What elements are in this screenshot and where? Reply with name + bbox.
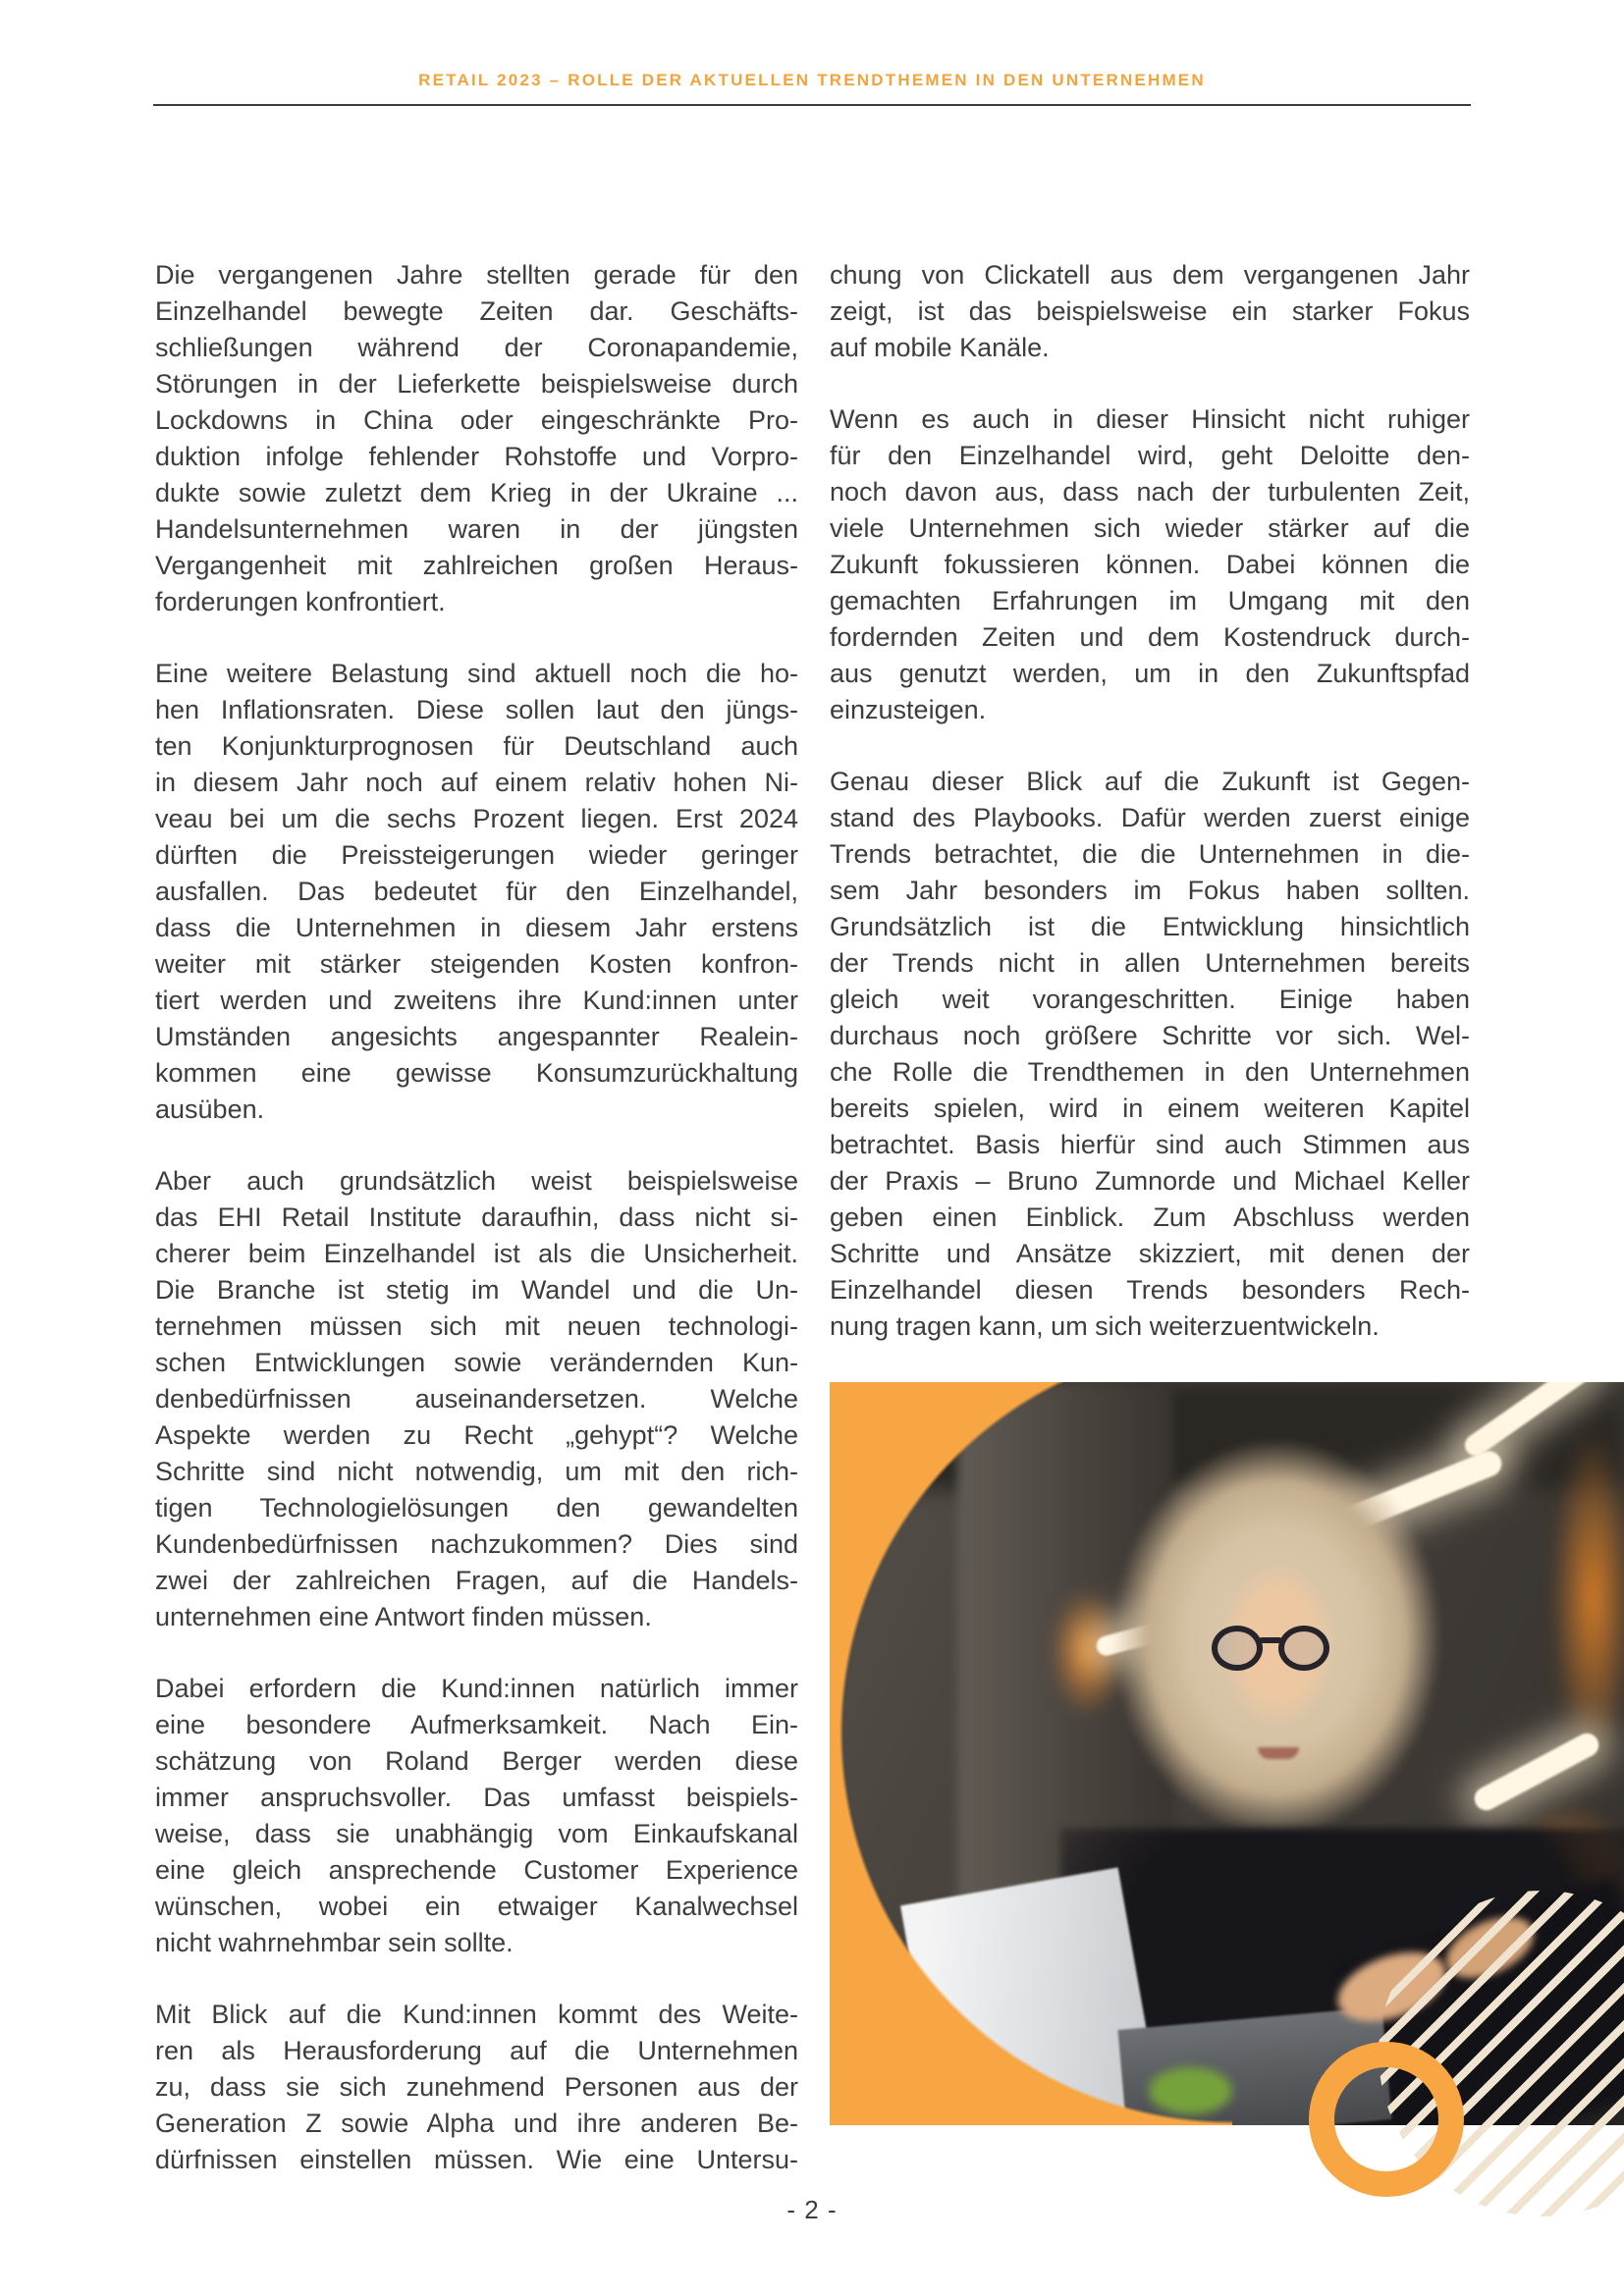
text-line: Zukunft fokussieren können. Dabei können die — [830, 550, 1470, 579]
header-divider — [153, 104, 1471, 106]
text-line: dukte sowie zuletzt dem Krieg in der Ukraine ... — [155, 478, 798, 507]
text-line: durchaus noch größere Schritte vor sich. Wel- — [830, 1021, 1470, 1050]
text-line: Umständen angesichts angespannter Realein- — [155, 1022, 798, 1051]
text-line: schen Entwicklungen sowie verändernden Kun- — [155, 1348, 798, 1377]
text-line: ternehmen müssen sich mit neuen technologi- — [155, 1311, 798, 1341]
text-line: Kundenbedürfnissen nachzukommen? Dies sind — [155, 1529, 798, 1559]
paragraph — [830, 401, 1470, 728]
text-line: Trends betrachtet, die die Unternehmen in die- — [830, 839, 1470, 869]
text-line: Die Branche ist stetig im Wandel und die Un- — [155, 1275, 798, 1305]
text-line: weise, dass sie unabhängig vom Einkaufskanal — [155, 1819, 798, 1848]
text-line: immer anspruchsvoller. Das umfasst beispiels- — [155, 1783, 798, 1812]
text-line: veau bei um die sechs Prozent liegen. Erst 2024 — [155, 804, 798, 833]
text-line: Grundsätzlich ist die Entwicklung hinsichtlich — [830, 912, 1470, 941]
text-line: Genau dieser Blick auf die Zukunft ist Gegen- — [830, 767, 1470, 796]
text-line: ten Konjunkturprognosen für Deutschland auch — [155, 731, 798, 761]
photo-orange-wall — [1551, 1431, 1624, 1765]
text-line: ren als Herausforderung auf die Unternehmen — [155, 2036, 798, 2065]
text-line: nung tragen kann, um sich weiterzuentwickeln. — [830, 1311, 1380, 1341]
text-line: hen Inflationsraten. Diese sollen laut den jüngs- — [155, 695, 798, 724]
text-line: denbedürfnissen auseinandersetzen. Welche — [155, 1384, 798, 1414]
text-line: schließungen während der Coronapandemie, — [155, 333, 798, 362]
text-line: Vergangenheit mit zahlreichen großen Heraus- — [155, 551, 798, 580]
text-line: Schritte sind nicht notwendig, um mit den rich- — [155, 1457, 798, 1486]
text-line: stand des Playbooks. Dafür werden zuerst einige — [830, 803, 1470, 832]
text-line: Dabei erfordern die Kund:innen natürlich immer — [155, 1674, 798, 1703]
text-line: wünschen, wobei ein etwaiger Kanalwechsel — [155, 1892, 798, 1921]
text-line: ausfallen. Das bedeutet für den Einzelhandel, — [155, 877, 798, 906]
text-line: das EHI Retail Institute daraufhin, dass nicht si- — [155, 1202, 798, 1232]
photo-ceiling-light — [1471, 1730, 1603, 1815]
text-line: eine gleich ansprechende Customer Experience — [155, 1855, 798, 1885]
text-line: einzusteigen. — [830, 695, 987, 724]
text-line: eine besondere Aufmerksamkeit. Nach Ein- — [155, 1710, 798, 1739]
text-line: nicht wahrnehmbar sein sollte. — [155, 1928, 514, 1957]
text-line: Lockdowns in China oder eingeschränkte Pro- — [155, 405, 798, 435]
text-line: Eine weitere Belastung sind aktuell noch die ho- — [155, 659, 798, 688]
ring-decoration — [1309, 2042, 1464, 2197]
text-line: Aspekte werden zu Recht „gehypt“? Welche — [155, 1420, 798, 1450]
text-line: Wenn es auch in dieser Hinsicht nicht ruhiger — [830, 404, 1470, 434]
text-line: fordernden Zeiten und dem Kostendruck durch- — [830, 622, 1470, 652]
glasses-bridge — [1259, 1637, 1282, 1643]
text-line: geben einen Einblick. Zum Abschluss werden — [830, 1202, 1470, 1232]
text-line: sem Jahr besonders im Fokus haben sollten. — [830, 876, 1470, 905]
text-line: Schritte und Ansätze skizziert, mit denen der — [830, 1239, 1470, 1268]
paragraph — [155, 1671, 798, 1961]
paragraph — [155, 1163, 798, 1635]
orange-arc-shape — [830, 1382, 1232, 2125]
woman-smile — [1258, 1747, 1299, 1759]
page-title: RETAIL 2023 – ROLLE DER AKTUELLEN TRENDTHEMEN IN DEN UNTERNEHMEN — [418, 71, 1206, 89]
text-line: schätzung von Roland Berger werden diese — [155, 1746, 798, 1776]
text-line: gleich weit vorangeschritten. Einige haben — [830, 985, 1470, 1014]
paragraph — [155, 1997, 798, 2178]
text-line: gemachten Erfahrungen im Umgang mit den — [830, 586, 1470, 615]
text-line: in diesem Jahr noch auf einem relativ hohen Ni- — [155, 768, 798, 797]
text-line: dass die Unternehmen in diesem Jahr erstens — [155, 913, 798, 942]
paragraph — [155, 257, 798, 620]
text-line: che Rolle die Trendthemen in den Unternehmen — [830, 1057, 1470, 1087]
text-line: aus genutzt werden, um in den Zukunftspfad — [830, 659, 1470, 688]
text-line: Aber auch grundsätzlich weist beispielsweise — [155, 1166, 798, 1196]
text-line: Störungen in der Lieferkette beispielsweise durch — [155, 369, 798, 399]
text-column-right — [830, 257, 1470, 1345]
text-line: Einzelhandel diesen Trends besonders Rech- — [830, 1275, 1470, 1305]
text-line: Mit Blick auf die Kund:innen kommt des Weite- — [155, 2000, 798, 2029]
text-line: Die vergangenen Jahre stellten gerade für den — [155, 260, 798, 290]
text-line: der Praxis – Bruno Zumnorde und Michael Keller — [830, 1166, 1470, 1196]
text-line: zu, dass sie sich zunehmend Personen aus der — [155, 2072, 798, 2102]
text-line: cherer beim Einzelhandel ist als die Unsicherheit. — [155, 1239, 798, 1268]
text-line: auf mobile Kanäle. — [830, 333, 1050, 362]
text-line: noch davon aus, dass nach der turbulenten Zeit, — [830, 477, 1470, 507]
text-line: unternehmen eine Antwort finden müssen. — [155, 1602, 652, 1631]
text-line: dürften die Preissteigerungen wieder geringer — [155, 840, 798, 870]
text-line: dürfnissen einstellen müssen. Wie eine Untersu- — [155, 2145, 798, 2174]
text-line: tiert werden und zweitens ihre Kund:innen unter — [155, 986, 798, 1015]
text-line: Handelsunternehmen waren in der jüngsten — [155, 514, 798, 544]
paragraph — [155, 656, 798, 1128]
text-line: ausüben. — [155, 1095, 265, 1124]
text-line: kommen eine gewisse Konsumzurückhaltung — [155, 1058, 798, 1088]
text-line: viele Unternehmen sich wieder stärker auf die — [830, 513, 1470, 543]
text-line: duktion infolge fehlender Rohstoffe und Vorpro- — [155, 442, 798, 471]
paragraph — [830, 257, 1470, 366]
text-line: bereits spielen, wird in einem weiteren Kapitel — [830, 1094, 1470, 1123]
text-line: zeigt, ist das beispielsweise ein starker Fokus — [830, 296, 1470, 326]
paragraph — [830, 764, 1470, 1345]
text-line: Einzelhandel bewegte Zeiten dar. Geschäfts- — [155, 296, 798, 326]
text-line: für den Einzelhandel wird, geht Deloitte den- — [830, 441, 1470, 470]
text-line: zwei der zahlreichen Fragen, auf die Handels- — [155, 1566, 798, 1595]
page-number: - 2 - — [786, 2195, 838, 2224]
text-line: chung von Clickatell aus dem vergangenen Jahr — [830, 260, 1470, 290]
glasses-lens — [1278, 1626, 1329, 1671]
text-line: weiter mit stärker steigenden Kosten konfron- — [155, 949, 798, 979]
text-column-left — [155, 257, 798, 2178]
text-line: der Trends nicht in allen Unternehmen bereits — [830, 948, 1470, 978]
text-line: forderungen konfrontiert. — [155, 587, 446, 616]
text-line: Generation Z sowie Alpha und ihre anderen Be- — [155, 2109, 798, 2138]
text-line: betrachtet. Basis hierfür sind auch Stimmen aus — [830, 1130, 1470, 1159]
text-line: tigen Technologielösungen den gewandelten — [155, 1493, 798, 1522]
